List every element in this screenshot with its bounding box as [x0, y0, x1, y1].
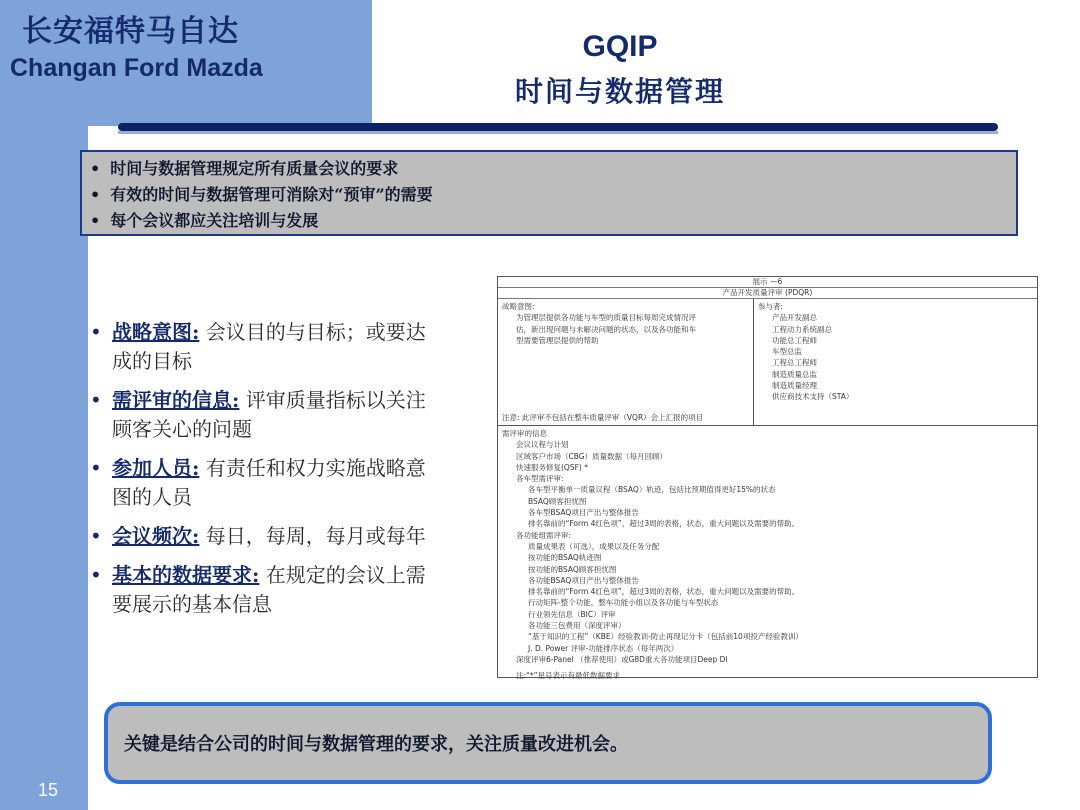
participant: 制造质量经理 [772, 381, 817, 391]
item-text: 有责任和权力实施战略意图的人员 [112, 456, 426, 509]
participant: 工程总工程师 [772, 358, 817, 368]
header-brand-block [0, 0, 372, 126]
info-line: 按功能的BSAQ顾客担忧图 [528, 564, 617, 574]
info-line: 快速服务修复(QSF) * [516, 462, 588, 472]
item-text: 评审质量指标以关注顾客关心的问题 [112, 388, 426, 441]
form-upper-section [498, 299, 1037, 426]
participant: 供应商技术支持（STA） [772, 392, 854, 402]
summary-line: • 有效的时间与数据管理可消除对“预审”的需要 [90, 185, 433, 204]
info-line: 会议议程与计划 [516, 440, 569, 450]
page-title-en: GQIP [582, 30, 658, 63]
info-line: 各车型BSAQ项目产出与整体报告 [528, 508, 639, 518]
brand-name-en: Changan Ford Mazda [10, 54, 263, 82]
summary-line: • 每个会议都应关注培训与发展 [90, 211, 319, 230]
info-line: 各功能组需评审: [516, 530, 572, 540]
title-divider-shadow [118, 131, 998, 134]
info-line: 区域客户市场（CBG）质量数据（每月回顾） [516, 451, 668, 461]
title-divider [118, 123, 998, 131]
participant: 工程动力系统副总 [772, 324, 832, 334]
exhibit-number: 展示 —6 [498, 277, 1037, 288]
info-line: 深度评审6-Panel （推荐使用）或G8D重大各功能项目Deep Dl [516, 654, 728, 664]
info-line: 排名靠前的“Form 4红色项”，超过3周的表格，状态，重大问题以及需要的帮助。 [528, 519, 800, 529]
pdqr-exhibit-form [497, 276, 1038, 681]
strategy-line: 型需要管理层提供的帮助 [516, 335, 599, 345]
item-label: 基本的数据要求: [112, 563, 260, 587]
strategy-label: 战略意图: [502, 302, 535, 311]
info-line: 各车型需评审: [516, 474, 564, 484]
info-line: 各功能BSAQ项目产出与整体报告 [528, 575, 639, 585]
participants-label: 参与者: [758, 302, 784, 311]
item-label: 会议频次: [112, 524, 200, 548]
form-note: 注意: 此评审不包括在整车质量评审（VQR）会上汇报的项目 [502, 412, 704, 422]
participant: 功能总工程师 [772, 335, 817, 345]
item-label: 参加人员: [112, 456, 200, 480]
participant: 产品开发副总 [772, 313, 817, 323]
info-line: 各功能三包费用（深度评审） [528, 621, 626, 631]
info-line: “基于知识的工程”（KBE）经验教训-防止再现记分卡（包括前10项投产经验教训） [528, 632, 803, 642]
item-text: 会议目的与目标；或要达成的目标 [112, 320, 426, 373]
form-lower-section [498, 426, 1037, 684]
key-message: 关键是结合公司的时间与数据管理的要求，关注质量改进机会。 [124, 734, 628, 755]
info-label: 需评审的信息 [502, 429, 547, 438]
strategy-cell [498, 299, 754, 425]
participants-cell [754, 299, 1037, 425]
meeting-elements-list [90, 318, 440, 629]
summary-box [80, 150, 1018, 236]
info-line: BSAQ顾客担忧图 [528, 496, 587, 506]
info-line: 按功能的BSAQ轨迹图 [528, 553, 602, 563]
strategy-line: 为管理层提供各功能与车型的质量目标每周完成情况评 [516, 313, 696, 323]
info-line: 行动矩阵-整个功能，整车功能小组以及各功能与车型状态 [528, 598, 719, 608]
page-number: 15 [38, 780, 59, 800]
info-line: 行业领先信息（BIC）评审 [528, 609, 616, 619]
info-line: J. D. Power 评审-功能排序状态（每年两次） [528, 643, 679, 653]
info-line: 质量成果表（可选），成果以及任务分配 [528, 541, 660, 551]
list-item: • 基本的数据要求: 在规定的会议上需要展示的基本信息 [90, 563, 426, 616]
participant: 制造质量总监 [772, 369, 817, 379]
info-line: 排名靠前的“Form 4红色项”，超过3周的表格，状态，重大问题以及需要的帮助。 [528, 587, 800, 597]
item-text: 每日，每周，每月或每年 [199, 524, 426, 548]
summary-line: • 时间与数据管理规定所有质量会议的要求 [90, 159, 399, 178]
info-line: 各车型平衡单一质量议程（BSAQ）轨迹，包括比预期值得更好15%的状态 [528, 485, 776, 495]
list-item: • 战略意图: 会议目的与目标；或要达成的目标 [90, 320, 426, 373]
strategy-line: 估，新出现问题与未解决问题的状态，以及各功能和车 [516, 324, 696, 334]
list-item: • 参加人员: 有责任和权力实施战略意图的人员 [90, 456, 426, 509]
exhibit-title: 产品开发质量评审 (PDQR) [498, 288, 1037, 299]
list-item: • 会议频次: 每日，每周，每月或每年 [90, 524, 426, 548]
list-item: • 需评审的信息: 评审质量指标以关注顾客关心的问题 [90, 388, 426, 441]
key-message-box [104, 702, 992, 784]
page-title-cn: 时间与数据管理 [514, 75, 725, 108]
item-label: 战略意图: [112, 320, 200, 344]
brand-name-cn: 长安福特马自达 [22, 14, 239, 49]
participant: 车型总监 [772, 347, 802, 357]
item-text: 在规定的会议上需要展示的基本信息 [112, 563, 426, 616]
item-label: 需评审的信息: [112, 388, 240, 412]
form-footnote: 注:“*”星号表示有最低数据要求 [516, 671, 621, 681]
